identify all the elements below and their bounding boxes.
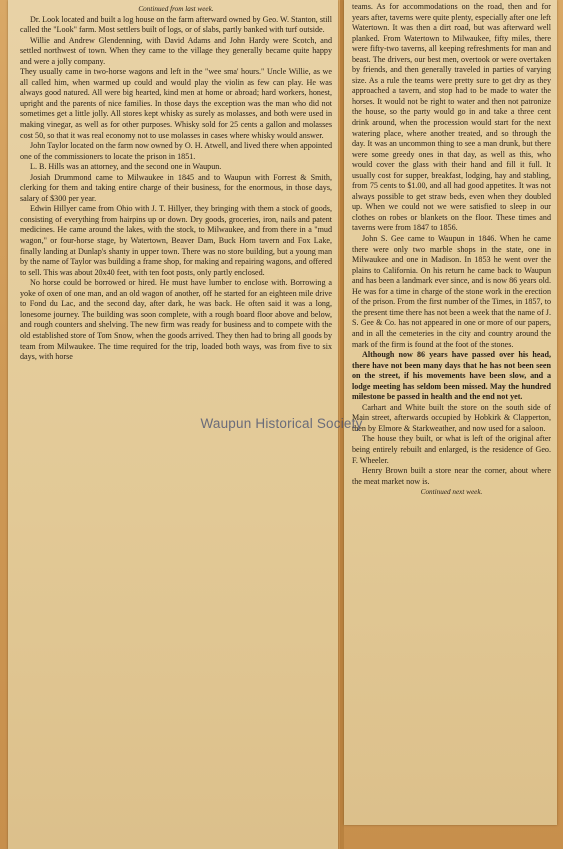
paragraph: Josiah Drummond came to Milwaukee in 1845 and to Waupun with Forrest & Smith, clerking for them and taking entire charge of their business, for the enormous, in those days, salary of $300 per year.	[20, 172, 332, 203]
paragraph: John Taylor located on the farm now owned by O. H. Atwell, and lived there when appointed one of the commissioners to locate the prison in 1851.	[20, 141, 332, 161]
watermark: Waupun Historical Society	[200, 416, 363, 431]
paragraph: Edwin Hillyer came from Ohio with J. T. Hillyer, they bringing with them a stock of goods, consisting of everything from hairpins up or down. Dry goods, groceries, iron, nails and patent medicines. He came around the lakes, with the stock, to Milwaukee, and from there in a "mud wagon," or four-horse stage, by Watertown, Beaver Dam, Buck Horn tavern and Fox Lake, finally landing at Dunlap's shanty in upper town. There was no store building, but a young man by the name of Taylor was building a frame shop, for making and repairing wagons, and offered to sell. This was about 20x40 feet, with ten foot posts, only partly enclosed.	[20, 204, 332, 277]
paragraph: John S. Gee came to Waupun in 1846. When he came there were only two marble shops in the state, one in Milwaukee and one in Madison. In 1853 he went over the plains to California. On his return he came back to Waupun and has been a landmark ever since, and is now 86 years old. He was for a time in charge of the stone work in the erection of the prison. From the first number of the Times, in 1857, to the present time there has not been a week that the name of J. S. Gee & Co. has not appeared in one or more of our papers, and in all the cemeteries in the city and country around the mark of the firm is found at the foot of the stones.	[352, 234, 551, 349]
paragraph: teams. As for accommodations on the road, then and for years after, taverns were quite plenty, especially after one left Watertown. It was then a dirt road, but was afterward well planked. From Watertown to Milwaukee, fifty miles, there were fifty-two taverns, all keeping refreshments for man and beast. The drivers, our best men, overtook or were overtaken by friends, and then generally traveled in parties of varying size. As a rule the teams were pretty sure to get dry as they approached a tavern, and stop had to be made to water the horses. It would not be right to water and then not patronize the house, so the party would go in and take a three cent drink around, when the procession would start for the next watering place, where another treated, and so through the day. It was an uncommon thing to see a man drunk, but there were some greedy ones in that day, as well as this, who would cover the glass with their hand and fill it full. It usually cost for supper, breakfast, lodging, hay and stabling, from 75 cents to $1.00, and all had good appetites. It was not always possible to get straw beds, even when they doubled up. When we could not we were satisfied to sleep in our clothes on robes or blankets on the floor. These times and taverns were from 1847 to 1856.	[352, 2, 551, 233]
left-column-text	[20, 4, 332, 363]
paragraph: Although now 86 years have passed over his head, there have not been many days that he has not been seen on the street, if his movements have been slow, and a lodge meeting has seldom been missed. May the hundred milestone be passed in health and the end not yet.	[352, 350, 551, 402]
paragraph: No horse could be borrowed or hired. He must have lumber to enclose with. Borrowing a yoke of oxen of one man, and an old wagon of another, off he started for an eighteen mile drive to Fond du Lac, and the second day, after dark, he was back. He often said it was a long, lonesome journey. The building was soon complete, with a rough board floor above and below, and rough counters and shelving. The new firm was ready for business and to compete with the old established store of Tom Snow, when the goods arrived. They then had to bring all goods by team from Milwaukee. The time required for the trip, loaded both ways, was from five to six days, with horse	[20, 278, 332, 362]
continued-next-note: Continued next week.	[420, 488, 483, 497]
paragraph: Henry Brown built a store near the corner, about where the meat market now is.	[352, 466, 551, 486]
paragraph: Carhart and White built the store on the south side of Main street, afterwards occupied by Hobkirk & Clapperton, then by Elmore & Starkweather, and now used for a saloon.	[352, 402, 551, 433]
paragraph: The house they built, or what is left of the original after being entirely rebuilt and enlarged, is the residence of Geo. F. Wheeler.	[352, 434, 551, 465]
paragraph: Dr. Look located and built a log house on the farm afterward owned by Geo. W. Stanton, still called the "Look" farm. Most settlers built of logs, or of slabs, partly banked with turf outside.	[20, 14, 332, 35]
continued-from-note: Continued from last week.	[138, 5, 214, 13]
paragraph: L. B. Hills was an attorney, and the second one in Waupun.	[30, 162, 222, 172]
right-newspaper-clipping	[344, 0, 557, 825]
paragraph: Willie and Andrew Glendenning, with David Adams and John Hardy were Scotch, and settled northwest of town. When they came to the village they generally became quite happy and were a jolly company.	[20, 35, 332, 66]
paragraph: They usually came in two-horse wagons and left in the "wee sma' hours." Uncle Willie, as we all called him, when warmed up could and would play the violin as few can play. He was always good natured. All were big hearted, kind men at home or abroad; hard workers, honest, upright and the parents of nice families. In those days the exception was the man who did not sometimes get a little jolly. All stores kept whisky as surely as molasses, and both were used in making vinegar, as well as for other purposes. Whisky sold for 25 cents a gallon and molasses cost 50, so that it was real economy not to use molasses in cases where whisky would answer.	[20, 67, 332, 140]
